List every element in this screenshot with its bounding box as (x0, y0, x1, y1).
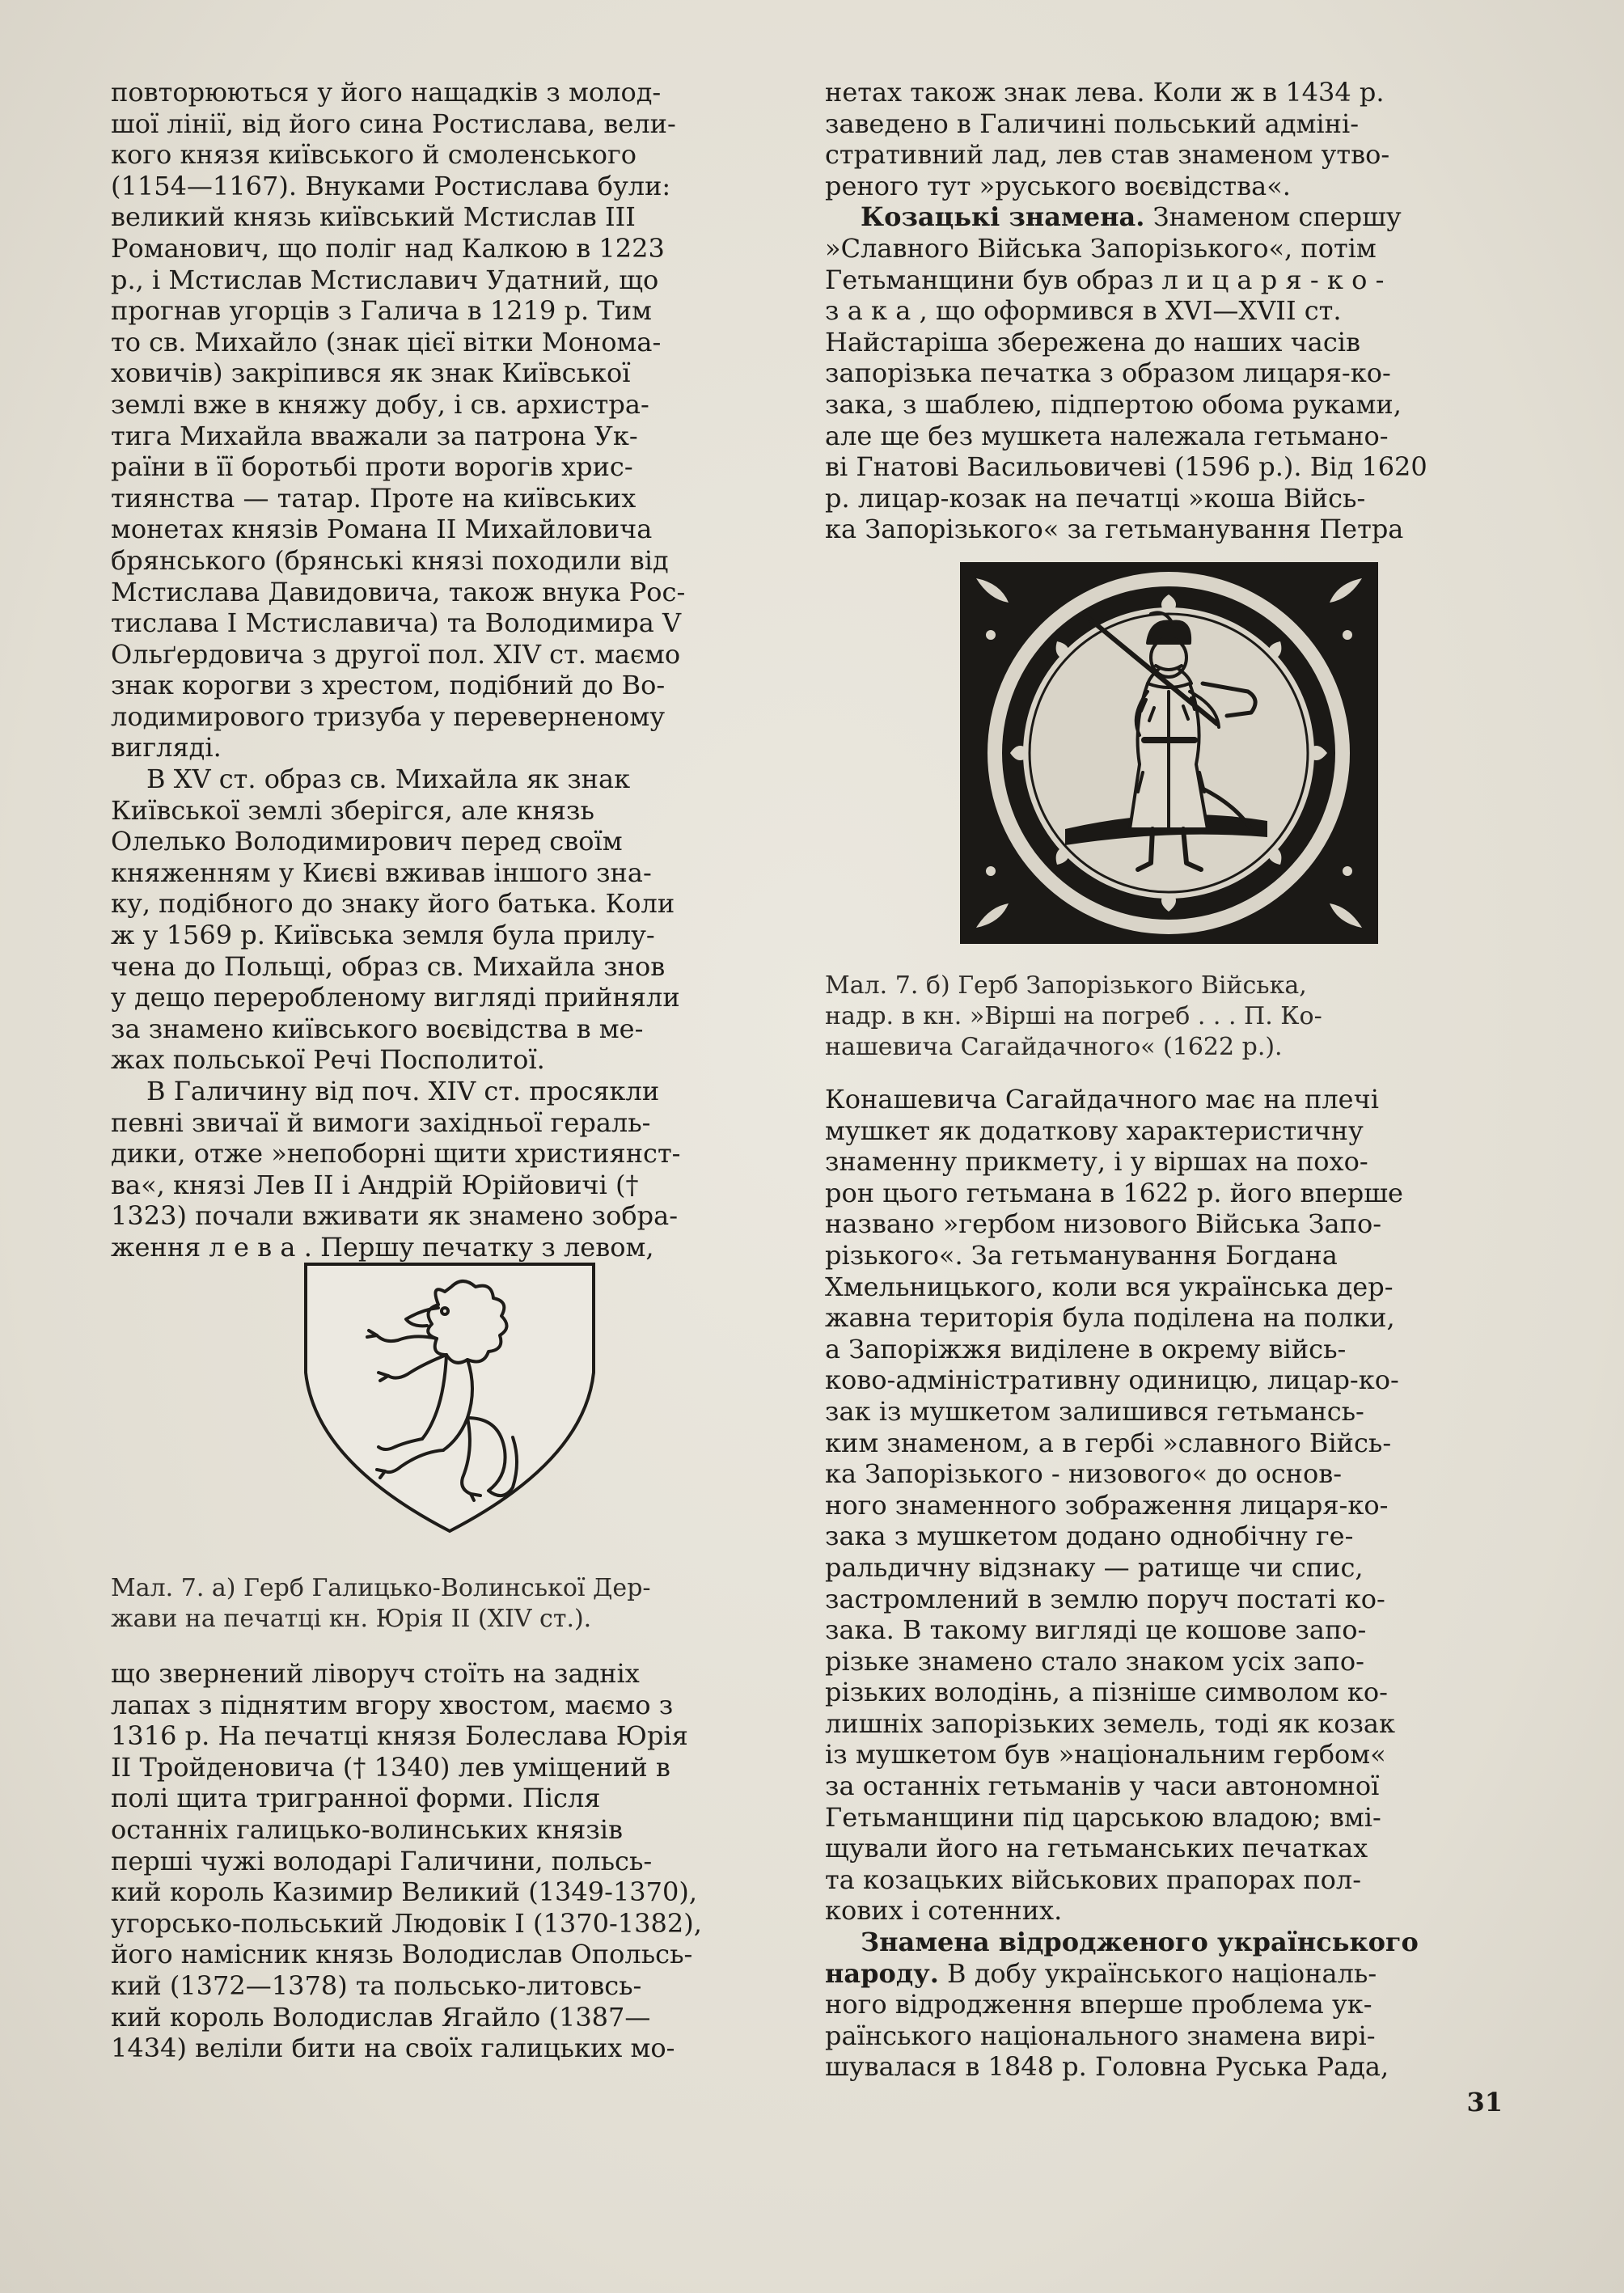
right-paragraph-1: нетах також знак лева. Коли ж в 1434 р. заведено в Галичині польський адміні- стративний лад, лев став знаменом утво- реного тут »руського воєвідства«. (825, 77, 1390, 201)
cossack-woodcut-image (960, 562, 1378, 944)
page-number: 31 (1466, 2087, 1503, 2117)
left-column (111, 77, 782, 1263)
left-paragraph-2-text: В XV ст. образ св. Михайла як знак Київської землі зберігся, але князь Олелько Володимирович перед своїм княженням у Києві вживав іншого зна- ку, подібного до знаку його батька. Коли ж у 1569 р. Київська земля була прилу- чена до Польщі, образ св. Михайла знов у дещо переробленому вигляді прийняли за знамено київського воєвідства в ме- жах польської Речі Посполитої. (111, 764, 680, 1076)
figure-cossack-woodcut (960, 562, 1378, 944)
right-paragraph-3: Конашевича Сагайдачного має на плечі мушкет як додаткову характеристичну знаменну прикмету, і у віршах на похо- рон цього гетьмана в 1622 р. його вперше названо »гербом низового Війська Запо- різького«. За гетьманування Богдана Хмельницького, коли вся українська дер- жавна територія була поділена на полки, а Запоріжжя виділене в окрему війсь- ково-адміністративну одиницю, лицар-ко- зак із мушкетом залишився гетьмансь- ким знаменом, а в гербі »славного Війсь- ка Запорізького - низового« до основ- ного знаменного зображення лицаря-ко- зака з мушкетом додано однобічну ге- ральдичну відзнаку — ратище чи спис, застромлений в землю поруч постаті ко- зака. В такому вигляді це кошове запо- різьке знамено стало знаком усіх запо- різьких володінь, а пізніше символом ко- лишніх запорізьких земель, тоді як козак із мушкетом був »національним гербом« за останніх гетьманів у часи автономної Гетьманщини під царською владою; вмі- щували його на гетьманських печатках та козацьких військових прапорах пол- кових і сотенних. (825, 1084, 1403, 1927)
right-paragraph-4 (825, 1927, 1496, 2083)
figure-a-caption: Мал. 7. а) Герб Галицько-Волинської Дер- жави на печатці кн. Юрія II (XIV ст.). (111, 1574, 651, 1633)
right-paragraph-2-a: Знаменом спершу »Славного Війська Запорізького«, потім Гетьманщини був образ (825, 201, 1402, 295)
left-paragraph-3-end: . Першу печатку з левом, (303, 1231, 654, 1263)
spaced-word-lion: лева (209, 1231, 304, 1263)
right-paragraph-2-b: , що оформився в XVI—XVII ст. Найстаріша збережена до наших часів запорізька печатка з образом лицаря-ко- зака, з шаблею, підпертою обома руками, але ще без мушкета належала гетьмано- ві Гнатові Васильовичеві (1596 р.). Від 1620 р. лицар-козак на печатці »коша Війсь- ка Запорізького« за гетьманування Петра (825, 295, 1427, 545)
heading-revival-banners: Знамена відродженого українського народу. (825, 1927, 1419, 1989)
lion-shield-image (301, 1259, 598, 1536)
figure-b-caption: Мал. 7. б) Герб Запорізького Війська, надр. в кн. »Вірші на погреб . . . П. Ко- нашевича Сагайдачного« (1622 р.). (825, 971, 1322, 1061)
right-column-continued (825, 1084, 1496, 2083)
right-paragraph-2 (825, 201, 1496, 545)
left-paragraph-3-start: В Галичину від поч. XIV ст. просякли певні звичаї й вимоги західньої гераль- дики, отже »непоборні щити християнст- ва«, князі Лев II і Андрій Юрійовичі († 1323) почали вживати як знамено зобра- ження (111, 1076, 681, 1263)
figure-lion-shield (301, 1259, 598, 1536)
left-paragraph-2 (111, 764, 782, 1076)
left-paragraph-4: що звернений ліворуч стоїть на задніх лапах з піднятим вгору хвостом, маємо з 1316 р. На печатці князя Болеслава Юрія II Тройденовича († 1340) лев уміщений в полі щита триграннoї форми. Після останніх галицько-волинських князів перші чужі володарі Галичини, польсь- кий король Казимир Великий (1349-1370), угорсько-польський Людовік I (1370-1382), його намісник князь Володислав Опольсь- кий (1372—1378) та польсько-литовсь- кий король Володислав Ягайло (1387— 1434) веліли бити на своїх галицьких мо- (111, 1658, 702, 2064)
left-paragraph-1: повторюються у його нащадків з молод- шої лінії, від його сина Ростислава, вели- кого князя київського й смоленського (1154—1167). Внуками Ростислава були: великий князь київський Мстислав III Романович, що поліг над Калкою в 1223 р., і Мстислав Мстиславич Удатний, що прогнав угорців з Галича в 1219 р. Тим то св. Михайло (знак цієї вітки Монома- ховичів) закріпився як знак Київської землі вже в княжу добу, і св. архистра- тига Михайла вважали за патрона Ук- раїни в її боротьбі проти ворогів хрис- тиянства — татар. Проте на київських монетах князів Романа II Михайловича брянського (брянські князі походили від Мстислава Давидовича, також внука Рос- тислава I Мстиславича) та Володимира V Ольґердовича з другої пол. XIV ст. маємо знак корогви з хрестом, подібний до Во- лодимирового тризуба у перевернeному вигляді. (111, 77, 686, 764)
left-paragraph-3 (111, 1076, 782, 1263)
spaced-word-knight-cossack: лицаря-ко- зака (825, 264, 1393, 327)
left-column-continued (111, 1658, 782, 2064)
right-column (825, 77, 1496, 545)
heading-cossack-banners: Козацькі знамена. (861, 201, 1145, 233)
right-paragraph-4-text: В добу українського національ- ного відродження вперше проблема ук- раїнського національного знамена вирі- шувалася в 1848 р. Головна Руська Рада, (825, 1957, 1389, 2083)
